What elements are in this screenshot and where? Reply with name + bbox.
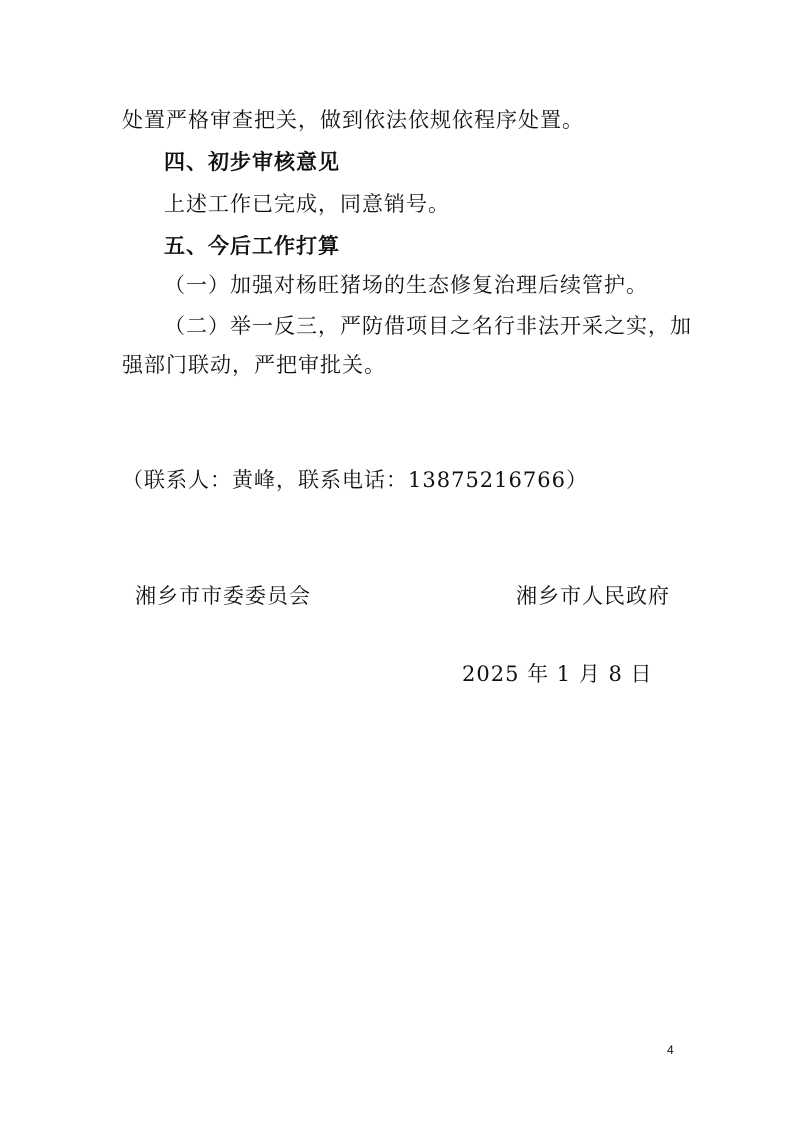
section-heading-five: 五、今后工作打算 (164, 234, 340, 258)
body-text-line: 上述工作已完成，同意销号。 (164, 192, 450, 216)
signature-date: 2025 年 1 月 8 日 (462, 662, 653, 686)
list-item-two-continued: 强部门联动，严把审批关。 (122, 353, 386, 377)
contact-info: （联系人：黄峰，联系电话：13875216766） (122, 468, 588, 492)
signature-left: 湘乡市市委委员会 (135, 584, 311, 608)
signature-right: 湘乡市人民政府 (516, 584, 670, 608)
list-item-two: （二）举一反三，严防借项目之名行非法开采之实，加 (164, 314, 692, 338)
section-heading-four: 四、初步审核意见 (164, 150, 340, 174)
body-text-line: 处置严格审查把关，做到依法依规依程序处置。 (122, 108, 584, 132)
list-item-one: （一）加强对杨旺猪场的生态修复治理后续管护。 (164, 273, 648, 297)
page-number: 4 (667, 1043, 674, 1057)
